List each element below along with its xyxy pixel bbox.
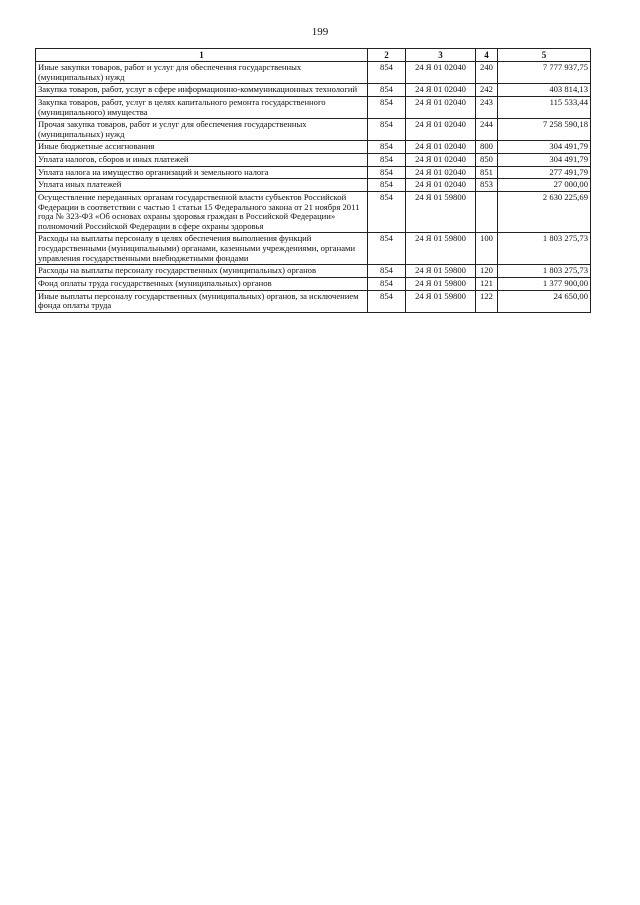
row-target-article: 24 Я 01 59800 — [406, 233, 476, 265]
row-description: Прочая закупка товаров, работ и услуг для обеспечения государственных (муниципальных) нужд — [36, 119, 368, 141]
row-expense-type: 244 — [476, 119, 498, 141]
row-amount: 24 650,00 — [498, 290, 591, 312]
row-ministry-code: 854 — [368, 119, 406, 141]
row-expense-type: 850 — [476, 154, 498, 167]
row-description: Иные выплаты персоналу государственных (муниципальных) органов, за исключением фонда оплаты труда — [36, 290, 368, 312]
header-col-5: 5 — [498, 49, 591, 62]
table-row — [36, 62, 591, 84]
table-row — [36, 166, 591, 179]
row-amount: 7 777 937,75 — [498, 62, 591, 84]
row-amount: 27 000,00 — [498, 179, 591, 192]
row-description: Иные бюджетные ассигнования — [36, 141, 368, 154]
row-target-article: 24 Я 01 02040 — [406, 154, 476, 167]
table-row — [36, 119, 591, 141]
row-amount: 7 258 590,18 — [498, 119, 591, 141]
row-amount: 403 814,13 — [498, 84, 591, 97]
row-expense-type — [476, 191, 498, 233]
row-description: Уплата иных платежей — [36, 179, 368, 192]
table-row — [36, 141, 591, 154]
row-ministry-code: 854 — [368, 233, 406, 265]
row-description: Осуществление переданных органам государственной власти субъектов Российской Федерации в соответствии с частью 1 статьи 15 Федерального закона от 21 ноября 2011 года № 323-ФЗ «Об основах охраны здоровья граждан в Российской Федерации» полномочий Российской Федерации в сфере охраны здоровья — [36, 191, 368, 233]
row-expense-type: 800 — [476, 141, 498, 154]
row-ministry-code: 854 — [368, 191, 406, 233]
row-expense-type: 240 — [476, 62, 498, 84]
row-target-article: 24 Я 01 02040 — [406, 62, 476, 84]
table-row — [36, 290, 591, 312]
row-expense-type: 851 — [476, 166, 498, 179]
table-row — [36, 154, 591, 167]
row-ministry-code: 854 — [368, 179, 406, 192]
row-target-article: 24 Я 01 59800 — [406, 191, 476, 233]
header-col-4: 4 — [476, 49, 498, 62]
row-ministry-code: 854 — [368, 154, 406, 167]
row-target-article: 24 Я 01 02040 — [406, 84, 476, 97]
table-row — [36, 277, 591, 290]
row-description: Уплата налога на имущество организаций и земельного налога — [36, 166, 368, 179]
row-amount: 1 803 275,73 — [498, 233, 591, 265]
header-col-3: 3 — [406, 49, 476, 62]
table-row — [36, 265, 591, 278]
row-target-article: 24 Я 01 59800 — [406, 265, 476, 278]
table-header-row — [36, 49, 591, 62]
row-expense-type: 243 — [476, 96, 498, 118]
row-expense-type: 121 — [476, 277, 498, 290]
row-ministry-code: 854 — [368, 265, 406, 278]
row-target-article: 24 Я 01 02040 — [406, 166, 476, 179]
row-expense-type: 853 — [476, 179, 498, 192]
row-amount: 115 533,44 — [498, 96, 591, 118]
table-row — [36, 84, 591, 97]
row-amount: 2 630 225,69 — [498, 191, 591, 233]
row-expense-type: 122 — [476, 290, 498, 312]
row-target-article: 24 Я 01 02040 — [406, 141, 476, 154]
row-ministry-code: 854 — [368, 141, 406, 154]
row-amount: 1 803 275,73 — [498, 265, 591, 278]
row-expense-type: 242 — [476, 84, 498, 97]
row-ministry-code: 854 — [368, 84, 406, 97]
row-ministry-code: 854 — [368, 166, 406, 179]
row-description: Уплата налогов, сборов и иных платежей — [36, 154, 368, 167]
header-col-2: 2 — [368, 49, 406, 62]
row-amount: 277 491,79 — [498, 166, 591, 179]
row-description: Фонд оплаты труда государственных (муниципальных) органов — [36, 277, 368, 290]
row-ministry-code: 854 — [368, 290, 406, 312]
row-description: Расходы на выплаты персоналу государственных (муниципальных) органов — [36, 265, 368, 278]
row-amount: 1 377 900,00 — [498, 277, 591, 290]
row-target-article: 24 Я 01 59800 — [406, 290, 476, 312]
table-row — [36, 96, 591, 118]
table-row — [36, 179, 591, 192]
row-target-article: 24 Я 01 59800 — [406, 277, 476, 290]
row-expense-type: 100 — [476, 233, 498, 265]
row-description: Закупка товаров, работ, услуг в целях капитального ремонта государственного (муниципального) имущества — [36, 96, 368, 118]
row-description: Расходы на выплаты персоналу в целях обеспечения выполнения функций государственными (муниципальными) органами, казенными учреждениями, органами управления государственными внебюджетными фондами — [36, 233, 368, 265]
row-ministry-code: 854 — [368, 96, 406, 118]
table-row — [36, 191, 591, 233]
page-number: 199 — [311, 26, 329, 38]
row-description: Иные закупки товаров, работ и услуг для обеспечения государственных (муниципальных) нужд — [36, 62, 368, 84]
budget-table — [35, 48, 591, 313]
row-description: Закупка товаров, работ, услуг в сфере информационно-коммуникационных технологий — [36, 84, 368, 97]
row-expense-type: 120 — [476, 265, 498, 278]
row-ministry-code: 854 — [368, 277, 406, 290]
row-ministry-code: 854 — [368, 62, 406, 84]
header-col-1: 1 — [36, 49, 368, 62]
row-target-article: 24 Я 01 02040 — [406, 96, 476, 118]
row-amount: 304 491,79 — [498, 141, 591, 154]
table-row — [36, 233, 591, 265]
row-amount: 304 491,79 — [498, 154, 591, 167]
row-target-article: 24 Я 01 02040 — [406, 119, 476, 141]
row-target-article: 24 Я 01 02040 — [406, 179, 476, 192]
